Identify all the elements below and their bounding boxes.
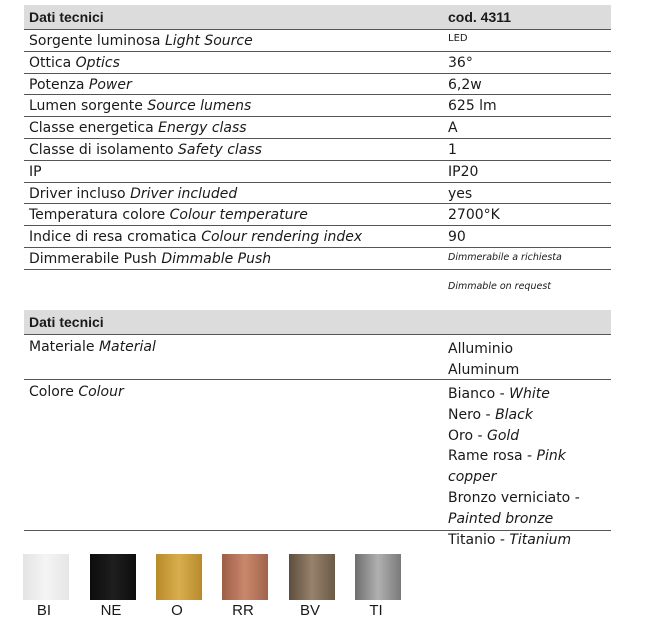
tech-row-label: Classe di isolamento Safety class <box>29 141 262 158</box>
material-values: Alluminio Aluminum <box>448 341 520 378</box>
swatch-bv <box>289 554 335 600</box>
tech-row-value: LED <box>448 33 468 44</box>
tech-row-value: 2700°K <box>448 207 500 224</box>
colour-value: Rame rosa - Pink copper <box>448 448 566 486</box>
colour-row <box>24 380 611 548</box>
tech-row <box>24 139 611 161</box>
swatch-rr <box>222 554 268 600</box>
specs-table-header <box>24 310 611 335</box>
swatch-code-label: NE <box>100 602 122 619</box>
tech-row <box>24 248 611 270</box>
swatch-ti <box>355 554 401 600</box>
tech-row <box>24 117 611 139</box>
swatch-code-label: TI <box>369 602 383 619</box>
tech-row-value: Dimmerabile a richiesta <box>448 251 562 263</box>
colour-value: Nero - Black <box>448 406 533 423</box>
header-label: Dati tecnici <box>29 9 104 25</box>
tech-row-label: Indice di resa cromatica Colour rendering index <box>29 229 363 246</box>
swatch-ne <box>90 554 136 600</box>
material-label: Materiale Material <box>29 339 156 355</box>
swatch-code-label: BV <box>299 602 320 619</box>
tech-row-label: Lumen sorgente Source lumens <box>29 98 252 115</box>
tech-row-value: IP20 <box>448 163 479 180</box>
tech-row-value: A <box>448 120 458 137</box>
tech-table <box>24 5 611 270</box>
specs-header-label: Dati tecnici <box>29 314 104 330</box>
tech-row-label: Driver incluso Driver included <box>29 185 238 202</box>
colour-value: Titanio - Titanium <box>448 531 572 548</box>
tech-row-label: Temperatura colore Colour temperature <box>29 207 308 224</box>
swatch-code-label: RR <box>232 602 254 619</box>
dimmable-note: Dimmable on request <box>448 281 551 292</box>
colour-value: Bronzo verniciato - <box>448 489 580 506</box>
swatch-bi <box>23 554 69 600</box>
tech-row <box>24 204 611 226</box>
tech-row-value: 6,2w <box>448 76 482 93</box>
tech-row <box>24 161 611 183</box>
colour-value: Painted bronze <box>448 510 554 527</box>
colour-values <box>448 384 611 550</box>
tech-row-value: 36° <box>448 54 473 71</box>
colour-label: Colore Colour <box>29 384 124 400</box>
tech-row <box>24 30 611 52</box>
colour-value: Oro - Gold <box>448 427 520 444</box>
swatch-code-label: O <box>171 602 183 619</box>
tech-row-value: 1 <box>448 141 457 158</box>
tech-row-label: Classe energetica Energy class <box>29 120 247 137</box>
tech-row <box>24 183 611 205</box>
tech-row-label: Dimmerabile Push Dimmable Push <box>29 250 272 267</box>
tech-table-header <box>24 5 611 30</box>
tech-row-value: yes <box>448 185 473 202</box>
specs-table <box>24 310 611 335</box>
material-row <box>24 335 611 380</box>
colour-value: Bianco - White <box>448 386 550 402</box>
swatch-o <box>156 554 202 600</box>
tech-row-label: Sorgente luminosa Light Source <box>29 33 253 49</box>
tech-row-value: 625 lm <box>448 98 497 115</box>
swatch-code-label: BI <box>36 602 52 619</box>
tech-row-label: Ottica Optics <box>29 54 120 71</box>
tech-row <box>24 226 611 248</box>
tech-row <box>24 95 611 117</box>
tech-row <box>24 74 611 96</box>
tech-row-label: Potenza Power <box>29 76 132 93</box>
header-code: cod. 4311 <box>448 9 512 25</box>
tech-row-value: 90 <box>448 229 466 246</box>
tech-row-label: IP <box>29 163 42 180</box>
tech-row <box>24 52 611 74</box>
